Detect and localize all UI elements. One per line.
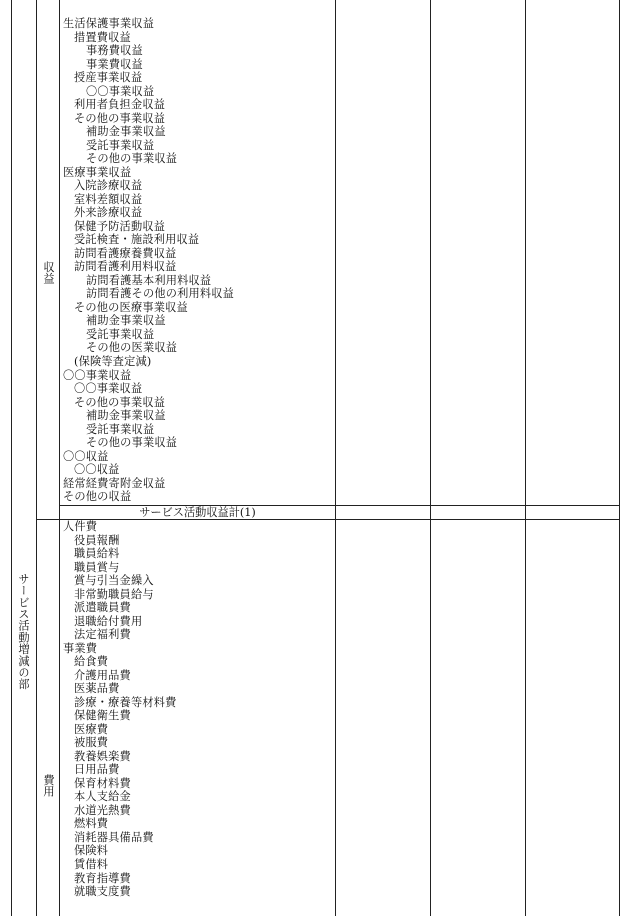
account-item: 事業費収益 bbox=[86, 57, 143, 71]
grid-line bbox=[525, 0, 526, 916]
account-item: 受託事業収益 bbox=[86, 327, 155, 341]
expense-label: 費用 bbox=[42, 774, 55, 798]
account-item: 室料差額収益 bbox=[74, 192, 143, 206]
grid-line bbox=[335, 0, 336, 916]
account-item: 保険料 bbox=[74, 844, 109, 858]
account-item: 訪問看護利用料収益 bbox=[74, 260, 177, 274]
account-item: 授産事業収益 bbox=[74, 71, 143, 85]
account-item: 生活保護事業収益 bbox=[63, 17, 155, 30]
account-item: 〇〇収益 bbox=[74, 463, 120, 477]
account-item: 受託事業収益 bbox=[86, 138, 155, 152]
account-item: 賃借料 bbox=[74, 858, 109, 871]
account-item: 被服費 bbox=[74, 736, 109, 750]
account-item: 医療費 bbox=[74, 722, 109, 736]
account-item: その他の事業収益 bbox=[86, 436, 178, 450]
account-item: その他の事業収益 bbox=[74, 395, 166, 409]
account-item: 〇〇事業収益 bbox=[74, 382, 143, 396]
account-item: 訪問看護その他の利用料収益 bbox=[86, 287, 235, 301]
account-item: 〇〇収益 bbox=[63, 449, 109, 463]
account-item: 本人支給金 bbox=[74, 790, 131, 804]
grid-line bbox=[11, 0, 12, 916]
grid-line bbox=[619, 0, 620, 916]
account-item: (保険等査定減) bbox=[74, 355, 152, 368]
account-item: 入院診療収益 bbox=[74, 179, 143, 193]
account-item: 補助金事業収益 bbox=[86, 125, 166, 139]
revenue-label: 収益 bbox=[42, 261, 55, 285]
account-item: 燃料費 bbox=[74, 817, 109, 831]
account-item: 役員報酬 bbox=[74, 533, 120, 547]
account-item: 医薬品費 bbox=[74, 682, 120, 696]
account-item: その他の医療事業収益 bbox=[74, 300, 188, 314]
account-item: 日用品費 bbox=[74, 763, 120, 777]
account-item: その他の事業収益 bbox=[86, 152, 178, 166]
account-item: 外来診療収益 bbox=[74, 206, 143, 220]
account-item: 受託事業収益 bbox=[86, 422, 155, 436]
grid-line bbox=[36, 0, 37, 916]
account-item: 介護用品費 bbox=[74, 668, 131, 682]
account-item: その他の事業収益 bbox=[74, 111, 166, 125]
account-item: 非常勤職員給与 bbox=[74, 587, 154, 601]
account-item: 事務費収益 bbox=[86, 44, 143, 58]
grid-line bbox=[59, 0, 60, 916]
account-item: 保育材料費 bbox=[74, 776, 131, 790]
section-label: サービス活動増減の部 bbox=[17, 573, 30, 690]
account-item: 〇〇事業収益 bbox=[63, 368, 132, 382]
account-item: 経常経費寄附金収益 bbox=[63, 476, 166, 490]
account-item: 措置費収益 bbox=[74, 30, 131, 44]
account-item: 保健予防活動収益 bbox=[74, 219, 166, 233]
revenue-subtotal-label: サービス活動収益計(1) bbox=[139, 506, 256, 519]
grid-line bbox=[430, 0, 431, 916]
account-item: その他の収益 bbox=[63, 490, 132, 504]
account-item: 事業費 bbox=[63, 641, 98, 655]
account-item: 教養娯楽費 bbox=[74, 749, 131, 763]
account-item: 保健衛生費 bbox=[74, 709, 131, 723]
account-item: 診療・療養等材料費 bbox=[74, 695, 177, 709]
account-item: 職員給料 bbox=[74, 547, 120, 561]
account-item: 派遣職員費 bbox=[74, 601, 131, 615]
account-item: 受託検査・施設利用収益 bbox=[74, 233, 200, 247]
account-item: 補助金事業収益 bbox=[86, 409, 166, 423]
account-item: 消耗器具備品費 bbox=[74, 830, 154, 844]
account-item: 退職給付費用 bbox=[74, 614, 143, 628]
account-item: 就職支度費 bbox=[74, 885, 131, 899]
account-item: 利用者負担金収益 bbox=[74, 98, 166, 112]
account-item: 訪問看護基本利用料収益 bbox=[86, 273, 212, 287]
account-item: 賞与引当金繰入 bbox=[74, 574, 154, 588]
account-item: 給食費 bbox=[74, 655, 109, 669]
account-item: 医療事業収益 bbox=[63, 165, 132, 179]
account-item: 人件費 bbox=[63, 520, 98, 533]
account-item: 補助金事業収益 bbox=[86, 314, 166, 328]
account-item: 法定福利費 bbox=[74, 628, 131, 642]
account-item: 教育指導費 bbox=[74, 871, 131, 885]
account-item: 〇〇事業収益 bbox=[86, 84, 155, 98]
account-item: 職員賞与 bbox=[74, 560, 120, 574]
account-item: 水道光熱費 bbox=[74, 803, 131, 817]
account-item: 訪問看護療養費収益 bbox=[74, 246, 177, 260]
account-item: その他の医業収益 bbox=[86, 341, 178, 355]
